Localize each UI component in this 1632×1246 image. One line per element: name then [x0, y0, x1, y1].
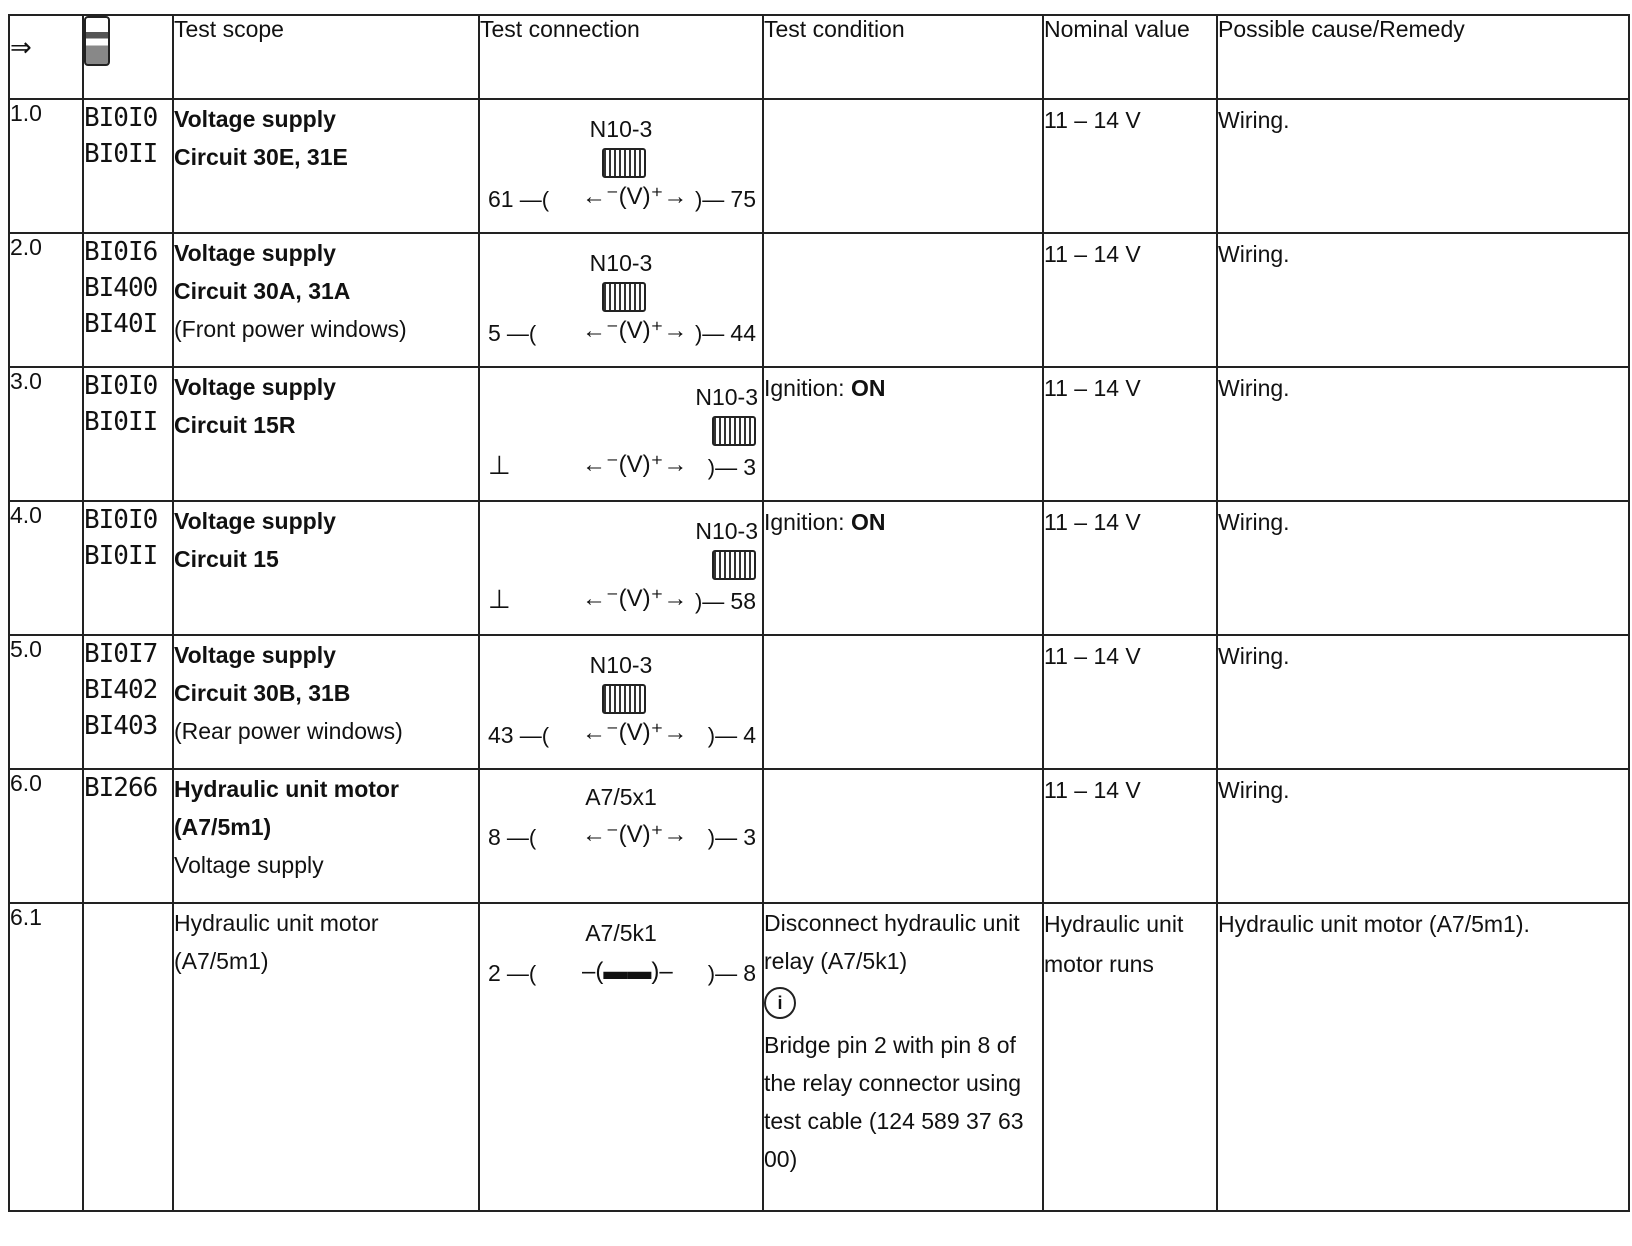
scope-line-bold: Voltage supply [174, 642, 336, 668]
condition-line: the relay connector using [764, 1070, 1021, 1096]
nominal-value: 11 – 14 V [1043, 635, 1217, 769]
pin-right-number: 58 [730, 588, 756, 614]
test-connection [479, 367, 763, 501]
header-test-condition: Test condition [763, 15, 1043, 99]
scope-line-bold: Voltage supply [174, 508, 336, 534]
connection-diagram [480, 636, 762, 766]
scope-line-bold: Circuit 30E, 31E [174, 144, 348, 170]
nominal-value [1043, 903, 1217, 1211]
condition-text: Ignition: [764, 509, 851, 535]
table-row [9, 769, 1629, 903]
connector-label: A7/5x1 [585, 784, 657, 810]
fault-code: BI402 [84, 675, 158, 705]
fault-code: BI403 [84, 711, 158, 741]
pin-right [695, 588, 756, 615]
fault-code: BI40I [84, 309, 158, 339]
pin-left [488, 722, 549, 749]
pin-left [488, 320, 536, 347]
ground-symbol: ⊥ [488, 450, 511, 480]
fault-code: BI0I6 [84, 237, 158, 267]
bridge-cable-icon: –(▬▬)– [582, 958, 673, 985]
connector-label: N10-3 [695, 384, 758, 410]
socket-right-icon: )— [707, 961, 744, 986]
scope-line: (A7/5m1) [174, 948, 269, 974]
scope-note: (Front power windows) [174, 316, 407, 342]
remedy: Wiring. [1217, 635, 1629, 769]
nominal-value: 11 – 14 V [1043, 99, 1217, 233]
test-condition [763, 99, 1043, 233]
test-connection [479, 635, 763, 769]
header-arrow: ⇒ [9, 15, 83, 99]
nominal-value: 11 – 14 V [1043, 367, 1217, 501]
fault-codes [83, 501, 173, 635]
socket-right-icon: )— [694, 589, 731, 614]
pin-right [708, 824, 756, 851]
nominal-value: 11 – 14 V [1043, 233, 1217, 367]
pin-right [708, 454, 756, 481]
socket-left-icon: —( [500, 961, 537, 986]
nominal-value: 11 – 14 V [1043, 769, 1217, 903]
test-scope [173, 635, 479, 769]
test-scope [173, 233, 479, 367]
pin-left-number: 5 [488, 320, 501, 346]
step-number: 6.0 [9, 769, 83, 903]
table-header [9, 15, 1629, 99]
test-table [8, 14, 1630, 1212]
pin-right-number: 75 [730, 186, 756, 212]
scope-line-bold: (A7/5m1) [174, 814, 272, 840]
fault-code: BI0II [84, 407, 158, 437]
condition-value: ON [850, 509, 886, 535]
step-number: 6.1 [9, 903, 83, 1211]
pin-right-number: 3 [743, 824, 756, 850]
scope-line-bold: Circuit 15 [174, 546, 279, 572]
voltmeter-icon: ←⁻(V)⁺→ [582, 451, 688, 478]
step-number: 1.0 [9, 99, 83, 233]
socket-left-icon: —( [500, 825, 537, 850]
step-number: 2.0 [9, 233, 83, 367]
header-test-scope: Test scope [173, 15, 479, 99]
socket-right-icon: )— [707, 723, 744, 748]
info-icon: i [764, 987, 796, 1019]
fault-codes [83, 903, 173, 1211]
test-connection [479, 233, 763, 367]
test-connection [479, 501, 763, 635]
fault-code: BI0II [84, 139, 158, 169]
remedy: Wiring. [1217, 367, 1629, 501]
fault-code: BI0I0 [84, 103, 158, 133]
connection-diagram [480, 502, 762, 632]
table-row [9, 99, 1629, 233]
table-row [9, 367, 1629, 501]
header-nominal-value: Nominal value [1043, 15, 1217, 99]
connector-plug-icon [602, 282, 646, 312]
table-row [9, 501, 1629, 635]
test-condition [763, 233, 1043, 367]
pin-left-number: 61 [488, 186, 514, 212]
header-test-connection: Test connection [479, 15, 763, 99]
table-row [9, 903, 1629, 1211]
info-row [764, 982, 1042, 1020]
voltmeter-icon: ←⁻(V)⁺→ [582, 183, 688, 210]
connection-diagram [480, 100, 762, 230]
scope-line-bold: Voltage supply [174, 240, 336, 266]
pin-right [708, 960, 756, 987]
pin-left-number: 2 [488, 960, 501, 986]
nominal-value: 11 – 14 V [1043, 501, 1217, 635]
remedy: Wiring. [1217, 501, 1629, 635]
pin-right-number: 3 [743, 454, 756, 480]
scope-line-bold: Circuit 30B, 31B [174, 680, 351, 706]
ground-symbol: ⊥ [488, 584, 511, 614]
test-condition [763, 769, 1043, 903]
test-condition [763, 903, 1043, 1211]
pin-left-number: 43 [488, 722, 514, 748]
connector-plug-icon [602, 148, 646, 178]
pin-right-number: 8 [743, 960, 756, 986]
step-number: 3.0 [9, 367, 83, 501]
pin-left [488, 960, 536, 987]
scope-note: Voltage supply [174, 852, 324, 878]
voltmeter-icon: ←⁻(V)⁺→ [582, 317, 688, 344]
pin-left [488, 824, 536, 851]
voltmeter-icon: ←⁻(V)⁺→ [582, 821, 688, 848]
fault-codes [83, 635, 173, 769]
pin-left-number: 8 [488, 824, 501, 850]
fault-codes [83, 99, 173, 233]
socket-left-icon: —( [513, 187, 550, 212]
table-row [9, 635, 1629, 769]
fault-code: BI0I7 [84, 639, 158, 669]
socket-right-icon: )— [694, 187, 731, 212]
remedy: Wiring. [1217, 233, 1629, 367]
remedy: Hydraulic unit motor (A7/5m1). [1217, 903, 1629, 1211]
connector-plug-icon [712, 550, 756, 580]
nominal-line: Hydraulic unit [1044, 911, 1184, 937]
test-scope [173, 769, 479, 903]
fault-code: BI0I0 [84, 371, 158, 401]
header-remedy: Possible cause/Remedy [1217, 15, 1629, 99]
connector-label: A7/5k1 [585, 920, 657, 946]
connection-diagram [480, 368, 762, 498]
connector-plug-icon [602, 684, 646, 714]
pin-right [695, 186, 756, 213]
socket-right-icon: )— [707, 455, 744, 480]
tester-icon [84, 16, 110, 66]
scope-line: Hydraulic unit motor [174, 910, 379, 936]
socket-right-icon: )— [694, 321, 731, 346]
test-connection [479, 903, 763, 1211]
nominal-line: motor runs [1044, 951, 1154, 977]
condition-line: Disconnect hydraulic unit [764, 910, 1020, 936]
fault-codes [83, 367, 173, 501]
remedy: Wiring. [1217, 769, 1629, 903]
test-scope [173, 367, 479, 501]
fault-code: BI0I0 [84, 505, 158, 535]
condition-text: Ignition: [764, 375, 851, 401]
socket-right-icon: )— [707, 825, 744, 850]
fault-code: BI266 [84, 773, 158, 803]
pin-right-number: 4 [743, 722, 756, 748]
step-number: 4.0 [9, 501, 83, 635]
pin-right-number: 44 [730, 320, 756, 346]
scope-line-bold: Hydraulic unit motor [174, 776, 399, 802]
fault-codes [83, 233, 173, 367]
scope-line-bold: Voltage supply [174, 374, 336, 400]
connector-label: N10-3 [695, 518, 758, 544]
condition-line: relay (A7/5k1) [764, 948, 908, 974]
scope-note: (Rear power windows) [174, 718, 403, 744]
step-number: 5.0 [9, 635, 83, 769]
socket-left-icon: —( [500, 321, 537, 346]
scope-line-bold: Voltage supply [174, 106, 336, 132]
fault-code: BI400 [84, 273, 158, 303]
test-condition [763, 367, 1043, 501]
test-connection [479, 99, 763, 233]
connection-diagram [480, 904, 762, 1204]
connection-diagram [480, 770, 762, 900]
fault-code: BI0II [84, 541, 158, 571]
test-condition [763, 501, 1043, 635]
test-scope [173, 903, 479, 1211]
connector-plug-icon [712, 416, 756, 446]
table-row [9, 233, 1629, 367]
remedy: Wiring. [1217, 99, 1629, 233]
voltmeter-icon: ←⁻(V)⁺→ [582, 585, 688, 612]
test-scope [173, 501, 479, 635]
scope-line-bold: Circuit 30A, 31A [174, 278, 351, 304]
socket-left-icon: —( [513, 723, 550, 748]
test-condition [763, 635, 1043, 769]
header-tester [83, 15, 173, 99]
pin-left [488, 186, 549, 213]
scope-line-bold: Circuit 15R [174, 412, 296, 438]
fault-codes [83, 769, 173, 903]
pin-right [695, 320, 756, 347]
test-scope [173, 99, 479, 233]
connector-label: N10-3 [589, 116, 653, 142]
voltmeter-icon: ←⁻(V)⁺→ [582, 719, 688, 746]
condition-value: ON [850, 375, 886, 401]
pin-right [708, 722, 756, 749]
condition-line: Bridge pin 2 with pin 8 of [764, 1032, 1016, 1058]
connector-label: N10-3 [589, 250, 653, 276]
connection-diagram [480, 234, 762, 364]
condition-line: 00) [764, 1146, 798, 1172]
condition-line: test cable (124 589 37 63 [764, 1108, 1024, 1134]
connector-label: N10-3 [589, 652, 653, 678]
test-connection [479, 769, 763, 903]
